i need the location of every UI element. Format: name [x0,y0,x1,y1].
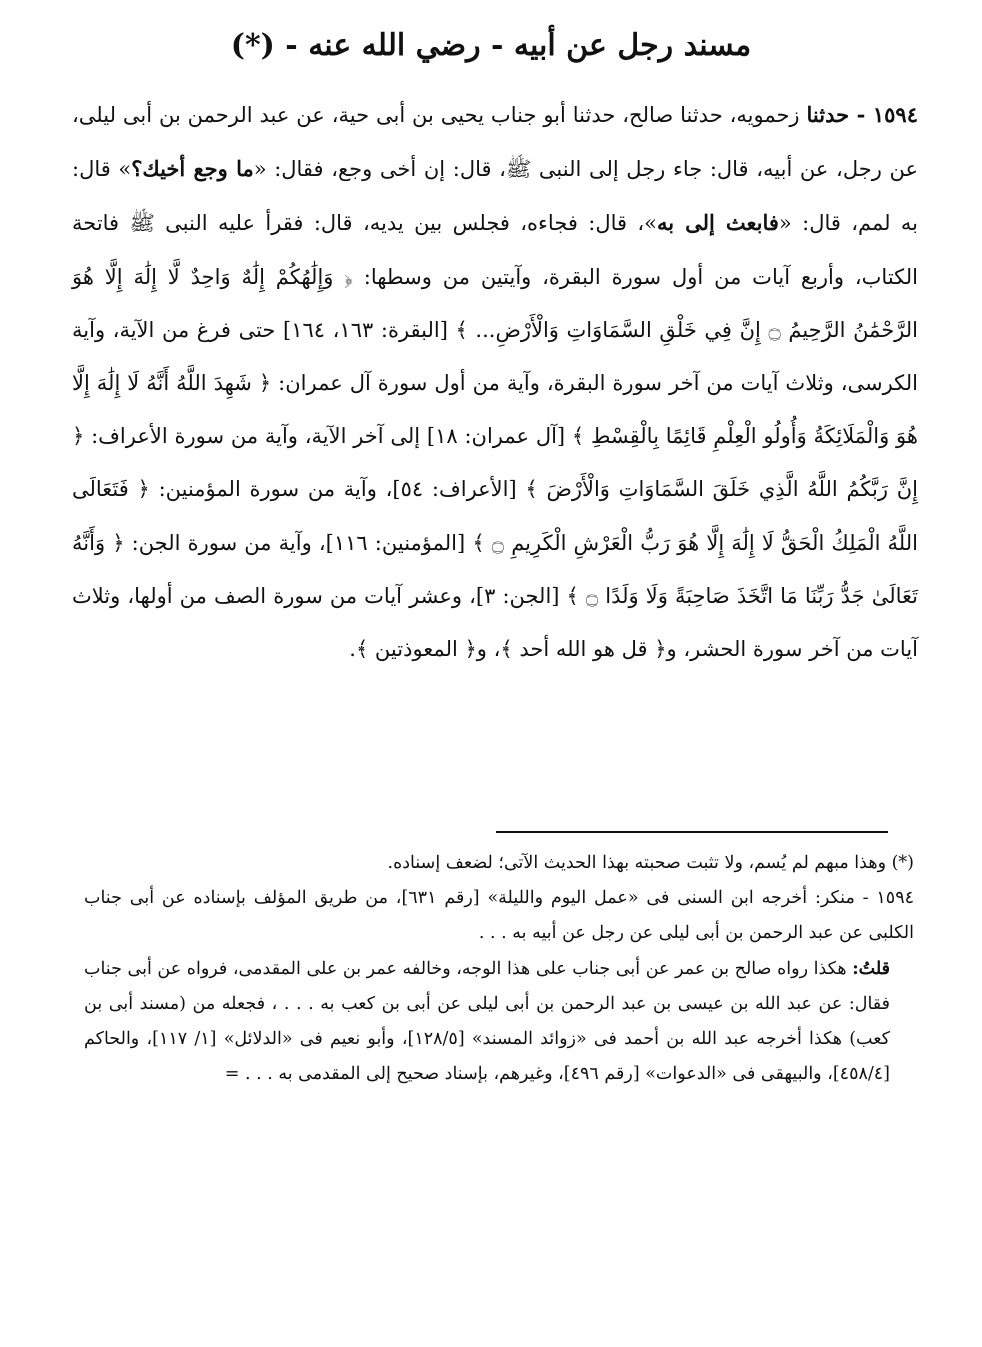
prophet-quote-2: فابعث إلى به [657,210,779,236]
footnote-divider [496,831,888,833]
hadith-text-2: » قال: به لمم، قال: « [72,157,919,236]
footnote-star: (*) وهذا مبهم لم يُسم، ولا تثبت صحبته بهذا الحديث الآتى؛ لضعف إسناده. [387,853,914,873]
hadith-number: ١٥٩٤ - [849,102,918,127]
hadith-body [72,88,918,676]
hadith-text-3: »، قال: فجاءه، فجلس بين يديه، قال: فقرأ عليه النبى ﷺ فاتحة الكتاب، وأربع آيات من أول سورة البقرة، وآيتين من وسطها: ﴿ وَإِلَٰهُكُمْ إِلَٰهٌ وَاحِدٌ لَّا إِلَٰهَ إِلَّا هُوَ الرَّحْمَٰنُ الرَّحِيمُ ۝ إِنَّ فِي خَلْقِ السَّمَاوَاتِ وَالْأَرْضِ... ﴾ [البقرة: ١٦٣، ١٦٤] حتى فرغ من الآية، وآية الكرسى، وثلاث آيات من آخر سورة البقرة، وآية من أول سورة آل عمران: ﴿ شَهِدَ اللَّهُ أَنَّهُ لَا إِلَٰهَ إِلَّا هُوَ وَالْمَلَائِكَةُ وَأُولُو الْعِلْمِ قَائِمًا بِالْقِسْطِ ﴾ [آل عمران: ١٨] إلى آخر الآية، وآية من سورة الأعراف: ﴿ إِنَّ رَبَّكُمُ اللَّهُ الَّذِي خَلَقَ السَّمَاوَاتِ وَالْأَرْضَ ﴾ [الأعراف: ٥٤]، وآية من سورة المؤمنين: ﴿ فَتَعَالَى اللَّهُ الْمَلِكُ الْحَقُّ لَا إِلَٰهَ إِلَّا هُوَ رَبُّ الْعَرْشِ الْكَرِيمِ ۝ ﴾ [المؤمنين: ١١٦]، وآية من سورة الجن: ﴿ وَأَنَّهُ تَعَالَىٰ جَدُّ رَبِّنَا مَا اتَّخَذَ صَاحِبَةً وَلَا وَلَدًا ۝ ﴾ [الجن: ٣]، وعشر آيات من سورة الصف من أولها، وثلاث آيات من آخر سورة الحشر، و﴿ قل هو الله أحد ﴾، و﴿ المعوذتين ﴾. [72,211,918,662]
hadith-lead: حدثنا [806,102,850,127]
footnotes [84,846,914,1092]
footnote-takhrij: ١٥٩٤ - منكر: أخرجه ابن السنى فى «عمل اليوم والليلة» [رقم ٦٣١]، من طريق المؤلف بإسناده عن أبى جناب الكلبى عن عبد الرحمن بن أبى ليلى عن رجل عن أبيه به . . . [84,888,915,944]
prophet-quote-1: ما وجع أخيك؟ [131,156,254,182]
footnote-qultu [84,952,914,1093]
qultu-text: هكذا رواه صالح بن عمر عن أبى جناب على هذا الوجه، وخالفه عمر بن على المقدمى، فرواه عن أبى جناب فقال: عن عبد الله بن عيسى بن عبد الرحمن بن أبى ليلى عن أبى بن كعب به . . . ، فجعله من (مسند أبى بن كعب) هكذا أخرجه عبد الله بن أحمد فى «زوائد المسند» [١٢٨/٥]، وأبو نعيم فى «الدلائل» [١/ ١١٧]، والحاكم [٤٥٨/٤]، والبيهقى فى «الدعوات» [رقم ٤٩٦]، وغيرهم، بإسناد صحيح إلى المقدمى به . . . = [84,958,890,1085]
hadith-text: زحمويه، حدثنا صالح، حدثنا أبو جناب يحيى بن أبى حية، عن عبد الرحمن بن أبى ليلى، عن رجل، عن أبيه، قال: جاء رجل إلى النبى ﷺ، قال: إن أخى وجع، فقال: « [72,103,918,182]
page-title: مسند رجل عن أبيه - رضي الله عنه - (*) [230,28,752,63]
qultu-label: قلتُ: [852,958,890,979]
